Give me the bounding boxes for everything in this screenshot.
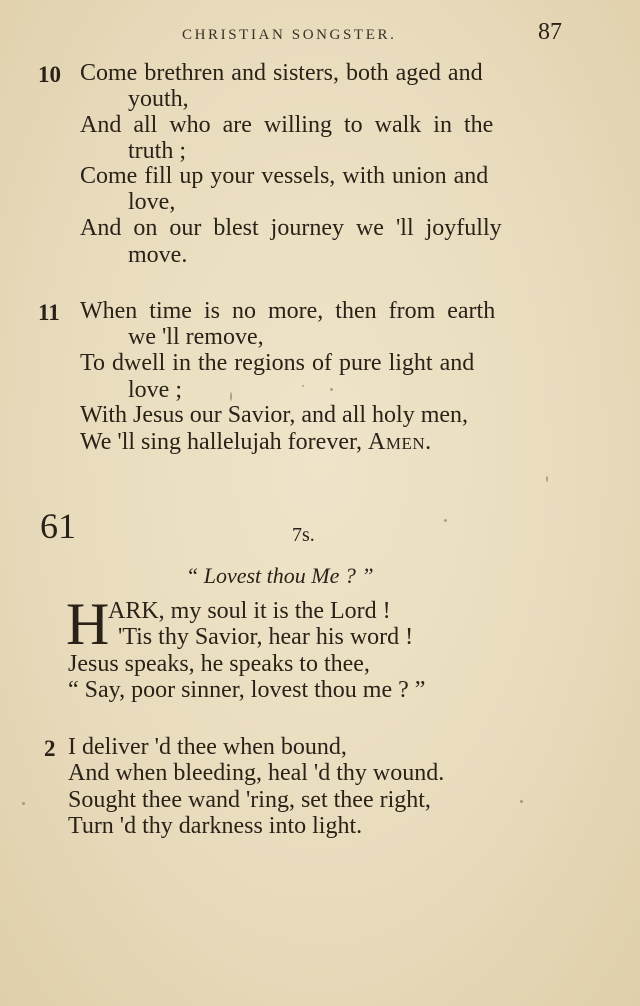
verse-number-10: 10 <box>38 62 61 87</box>
paper-speck <box>520 800 523 803</box>
verse-11-line-6 <box>80 430 432 454</box>
verse-11-line-6-text: We 'll sing hallelujah forever, <box>80 429 368 455</box>
verse-10-line-5: Come fill up your vessels, with union and <box>80 163 489 189</box>
verse-11-line-5: With Jesus our Savior, and all holy men, <box>80 402 469 428</box>
verse-10-line-2: youth, <box>128 86 189 112</box>
paper-speck <box>330 388 333 391</box>
verse-11-line-4: love ; <box>128 377 182 403</box>
verse-10-line-4: truth ; <box>128 138 186 164</box>
verse-11-line-1: When time is no more, then from earth <box>80 298 496 324</box>
page-number: 87 <box>538 19 562 45</box>
hymn-number: 61 <box>40 506 76 546</box>
hymn-meter: 7s. <box>292 524 315 546</box>
paper-speck <box>22 802 25 805</box>
hymn-verse-2-line-4: Turn 'd thy darkness into light. <box>68 813 363 839</box>
verse-number-11: 11 <box>38 300 60 325</box>
verse-10-line-3: And all who are willing to walk in the <box>80 112 494 138</box>
verse-10-line-1: Come brethren and sisters, both aged and <box>80 60 483 86</box>
amen-small-caps: Amen. <box>368 429 432 455</box>
drop-cap: H <box>66 591 110 657</box>
paper-speck <box>302 385 304 387</box>
hymn-verse-1-line-2: 'Tis thy Savior, hear his word ! <box>118 624 414 650</box>
paper-speck <box>546 476 548 482</box>
verse-10-line-7: And on our blest journey we 'll joyfully <box>80 215 502 241</box>
hymn-verse-2-line-3: Sought thee wand 'ring, set thee right, <box>68 787 431 813</box>
hymn-verse-1-line-4: “ Say, poor sinner, lovest thou me ? ” <box>68 677 426 703</box>
verse-11-line-2: we 'll remove, <box>128 324 264 350</box>
paper-speck <box>230 392 232 401</box>
hymn-verse-2-line-2: And when bleeding, heal 'd thy wound. <box>68 760 445 786</box>
hymn-verse-1-line-1: ARK, my soul it is the Lord ! <box>108 598 391 624</box>
hymn-verse-1-line-3: Jesus speaks, he speaks to thee, <box>68 651 370 677</box>
running-head-title: CHRISTIAN SONGSTER. <box>182 27 397 43</box>
hymn-verse-number-2: 2 <box>44 736 56 761</box>
verse-11-line-3: To dwell in the regions of pure light and <box>80 350 475 376</box>
hymn-verse-2-line-1: I deliver 'd thee when bound, <box>68 734 347 760</box>
paper-speck <box>444 519 447 522</box>
verse-10-line-8: move. <box>128 242 188 268</box>
hymn-title: “ Lovest thou Me ? ” <box>186 563 374 588</box>
verse-10-line-6: love, <box>128 189 176 215</box>
